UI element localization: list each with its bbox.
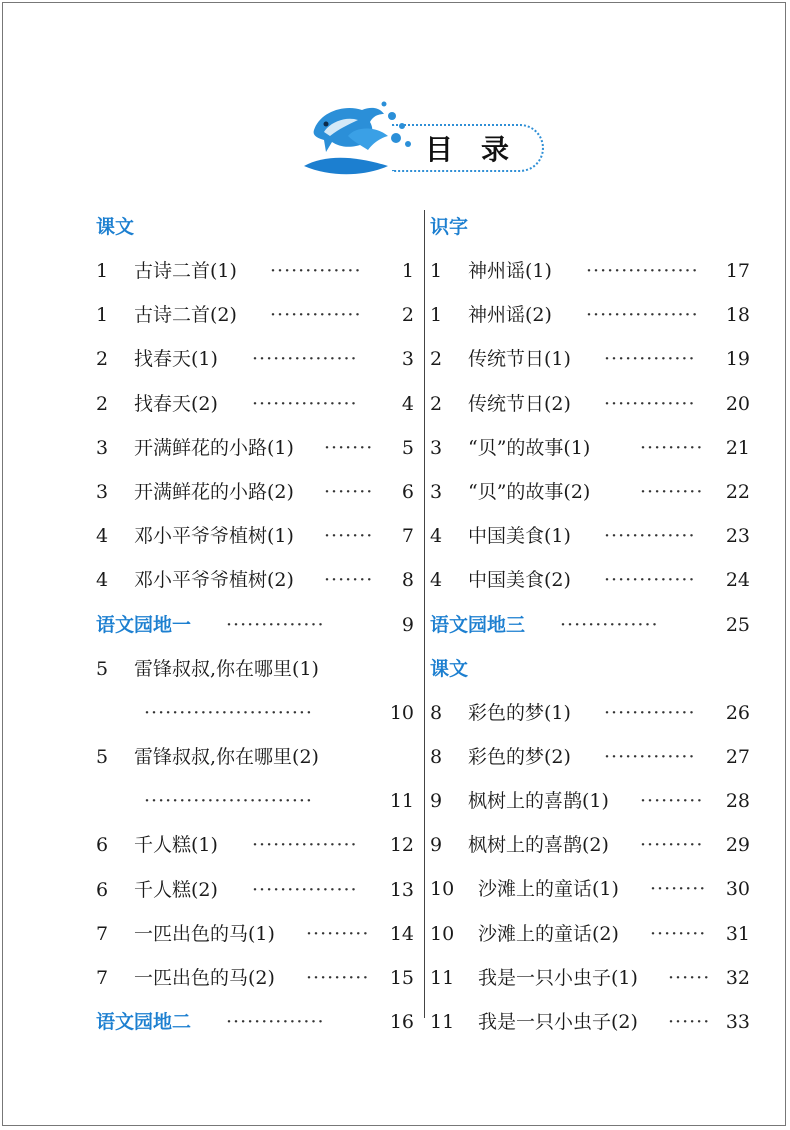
lesson-title: 开满鲜花的小路(2) <box>134 480 294 503</box>
page-number: 20 <box>725 392 750 415</box>
column-divider <box>424 210 425 1018</box>
lesson-number: 7 <box>96 922 109 945</box>
unit-label: 语文园地二 <box>96 1011 192 1034</box>
toc-entry[interactable] <box>430 293 750 337</box>
toc-entry[interactable] <box>430 867 750 911</box>
title-char-1: 目 <box>424 133 453 166</box>
page-number: 27 <box>725 745 750 768</box>
lesson-title: “贝”的故事(1) <box>468 436 591 459</box>
leader-dots: ······ <box>668 966 711 989</box>
page-number: 8 <box>401 569 414 592</box>
lesson-title: 邓小平爷爷植树(1) <box>134 525 294 548</box>
leader-dots: ··············· <box>252 878 358 901</box>
page-number: 21 <box>725 436 750 459</box>
toc-entry[interactable] <box>96 558 414 602</box>
lesson-title: 雷锋叔叔,你在哪里(1) <box>134 657 319 680</box>
leader-dots: ··············· <box>252 392 358 415</box>
leader-dots: ········· <box>306 922 370 945</box>
lesson-title: 神州谣(2) <box>468 304 552 327</box>
leader-dots: ········· <box>640 834 704 857</box>
lesson-title: 邓小平爷爷植树(2) <box>134 569 294 592</box>
lesson-title: 神州谣(1) <box>468 260 552 282</box>
toc-left-column <box>96 205 414 1044</box>
page-number: 16 <box>389 1011 414 1034</box>
lesson-title: 彩色的梦(2) <box>468 745 571 768</box>
leader-dots: ············· <box>604 525 696 548</box>
section-heading: 课文 <box>430 657 469 680</box>
lesson-number: 3 <box>96 480 109 503</box>
lesson-number: 5 <box>96 746 109 769</box>
page-number: 6 <box>401 480 414 503</box>
lesson-title: 彩色的梦(1) <box>468 701 571 724</box>
lesson-title: 一匹出色的马(1) <box>134 922 275 945</box>
leader-dots: ········ <box>650 922 707 945</box>
leader-dots: ········ <box>650 878 707 901</box>
unit-label: 语文园地三 <box>430 613 526 636</box>
lesson-number: 4 <box>96 525 109 548</box>
leader-dots: ··············· <box>252 834 358 857</box>
lesson-title: 千人糕(2) <box>134 878 218 901</box>
lesson-title: 沙滩上的童话(2) <box>478 922 619 945</box>
toc-entry[interactable] <box>96 249 414 293</box>
toc-entry[interactable] <box>430 912 750 956</box>
toc-title <box>392 124 544 172</box>
leader-dots: ········· <box>640 480 704 503</box>
toc-entry[interactable] <box>96 956 414 1000</box>
lesson-number: 9 <box>430 834 443 857</box>
lesson-title: 开满鲜花的小路(1) <box>134 436 294 459</box>
lesson-number: 8 <box>430 745 443 768</box>
toc-entry[interactable] <box>430 470 750 514</box>
page-number: 4 <box>401 392 414 415</box>
page-number: 12 <box>389 834 414 857</box>
leader-dots: ············· <box>604 392 696 415</box>
lesson-number: 4 <box>96 569 109 592</box>
page-number: 32 <box>725 966 750 989</box>
toc-entry[interactable] <box>430 823 750 867</box>
lesson-number: 7 <box>96 967 109 989</box>
lesson-number: 2 <box>96 348 109 371</box>
lesson-number: 2 <box>430 392 443 415</box>
leader-dots: ············· <box>604 745 696 768</box>
lesson-title: 传统节日(2) <box>468 392 571 415</box>
page-number: 30 <box>725 878 750 901</box>
toc-entry[interactable] <box>430 249 750 293</box>
toc-entry[interactable] <box>96 735 414 779</box>
page-number: 14 <box>389 922 414 945</box>
toc-entry[interactable] <box>96 823 414 867</box>
section-heading: 识字 <box>430 216 469 238</box>
page-number: 9 <box>401 613 414 636</box>
toc-entry[interactable] <box>96 912 414 956</box>
unit-entry[interactable] <box>96 603 414 647</box>
page-number: 23 <box>725 525 750 548</box>
page-number: 28 <box>725 790 750 813</box>
page-number: 18 <box>725 304 750 327</box>
lesson-title: 沙滩上的童话(1) <box>478 878 619 901</box>
leader-dots: ············· <box>604 569 696 592</box>
toc-entry[interactable] <box>96 426 414 470</box>
lesson-title: 中国美食(1) <box>468 525 571 548</box>
toc-entry[interactable] <box>96 647 414 691</box>
lesson-title: 找春天(2) <box>134 392 218 415</box>
page-number: 15 <box>389 967 414 989</box>
lesson-title: 古诗二首(2) <box>134 304 237 327</box>
leader-dots: ······· <box>324 525 374 548</box>
toc-entry[interactable] <box>430 956 750 1000</box>
leader-dots: ······· <box>324 436 374 459</box>
toc-right-column <box>430 205 750 1044</box>
lesson-number: 2 <box>96 392 109 415</box>
lesson-title: 枫树上的喜鹊(1) <box>468 790 609 813</box>
leader-dots: ················ <box>586 260 699 282</box>
lesson-title: 中国美食(2) <box>468 569 571 592</box>
leader-dots: ······· <box>324 569 374 592</box>
lesson-number: 1 <box>430 260 443 282</box>
page-number: 7 <box>401 525 414 548</box>
lesson-title: 传统节日(1) <box>468 348 571 371</box>
leader-dots: ······· <box>324 480 374 503</box>
lesson-number: 6 <box>96 834 109 857</box>
lesson-number: 1 <box>96 260 109 282</box>
leader-dots: ············· <box>604 348 696 371</box>
page-number: 3 <box>401 348 414 371</box>
toc-entry[interactable] <box>430 514 750 558</box>
toc-entry[interactable] <box>430 382 750 426</box>
page-number: 1 <box>401 260 414 282</box>
toc-entry[interactable] <box>430 426 750 470</box>
page-number: 22 <box>725 480 750 503</box>
section-heading: 课文 <box>96 216 135 238</box>
toc-entry[interactable] <box>96 470 414 514</box>
leader-dots: ············· <box>270 304 362 327</box>
toc-entry[interactable] <box>430 558 750 602</box>
lesson-title: 千人糕(1) <box>134 834 218 857</box>
lesson-number: 3 <box>96 436 109 459</box>
lesson-number: 4 <box>430 569 443 592</box>
lesson-number: 1 <box>96 304 109 327</box>
toc-entry[interactable] <box>430 1000 750 1044</box>
toc-entry[interactable] <box>430 779 750 823</box>
unit-entry[interactable] <box>96 1000 414 1044</box>
lesson-title: 找春天(1) <box>134 348 218 371</box>
lesson-number: 4 <box>430 525 443 548</box>
page-number: 10 <box>389 701 414 724</box>
lesson-title: 一匹出色的马(2) <box>134 967 275 989</box>
toc-entry[interactable] <box>430 337 750 381</box>
lesson-number: 5 <box>96 657 109 680</box>
lesson-title: 古诗二首(1) <box>134 260 237 282</box>
leader-dots: ··············· <box>252 348 358 371</box>
leader-dots: ·············· <box>226 1011 325 1034</box>
toc-entry[interactable] <box>430 691 750 735</box>
lesson-number: 10 <box>430 878 455 901</box>
page-number: 2 <box>401 304 414 327</box>
lesson-number: 6 <box>96 878 109 901</box>
lesson-number: 9 <box>430 790 443 813</box>
lesson-title: “贝”的故事(2) <box>468 480 591 503</box>
page-number: 33 <box>725 1011 750 1033</box>
page-number: 29 <box>725 834 750 857</box>
page-number: 17 <box>725 260 750 282</box>
toc-entry[interactable] <box>430 735 750 779</box>
leader-dots: ············· <box>604 701 696 724</box>
leader-dots: ········· <box>640 790 704 813</box>
toc-entry[interactable] <box>96 382 414 426</box>
title-char-2: 录 <box>481 133 510 166</box>
leader-dots: ·············· <box>560 613 659 636</box>
toc-entry-continuation[interactable] <box>96 691 414 735</box>
lesson-number: 2 <box>430 348 443 371</box>
leader-dots: ············· <box>270 260 362 282</box>
lesson-title: 我是一只小虫子(2) <box>478 1011 638 1033</box>
lesson-title: 雷锋叔叔,你在哪里(2) <box>134 746 319 769</box>
lesson-number: 11 <box>430 1011 455 1033</box>
unit-entry[interactable] <box>430 603 750 647</box>
leader-dots: ················ <box>586 304 699 327</box>
leader-dots: ········· <box>640 436 704 459</box>
leader-dots: ························ <box>144 701 313 724</box>
leader-dots: ······ <box>668 1011 711 1033</box>
leader-dots: ························ <box>144 790 313 813</box>
lesson-number: 3 <box>430 436 443 459</box>
toc-entry[interactable] <box>96 514 414 558</box>
lesson-number: 1 <box>430 304 443 327</box>
page-number: 24 <box>725 569 750 592</box>
page-number: 31 <box>725 922 750 945</box>
page-number: 5 <box>401 436 414 459</box>
page-number: 25 <box>725 613 750 636</box>
unit-label: 语文园地一 <box>96 613 192 636</box>
toc-entry[interactable] <box>96 293 414 337</box>
lesson-number: 8 <box>430 701 443 724</box>
toc-entry[interactable] <box>96 337 414 381</box>
page-number: 26 <box>725 701 750 724</box>
lesson-number: 3 <box>430 480 443 503</box>
leader-dots: ········· <box>306 967 370 989</box>
lesson-title: 枫树上的喜鹊(2) <box>468 834 609 857</box>
page-number: 11 <box>389 790 414 813</box>
lesson-title: 我是一只小虫子(1) <box>478 966 638 989</box>
lesson-number: 10 <box>430 922 455 945</box>
lesson-number: 11 <box>430 966 455 989</box>
page-number: 13 <box>389 878 414 901</box>
leader-dots: ·············· <box>226 613 325 636</box>
toc-entry[interactable] <box>96 868 414 912</box>
toc-entry-continuation[interactable] <box>96 779 414 823</box>
page-number: 19 <box>725 348 750 371</box>
